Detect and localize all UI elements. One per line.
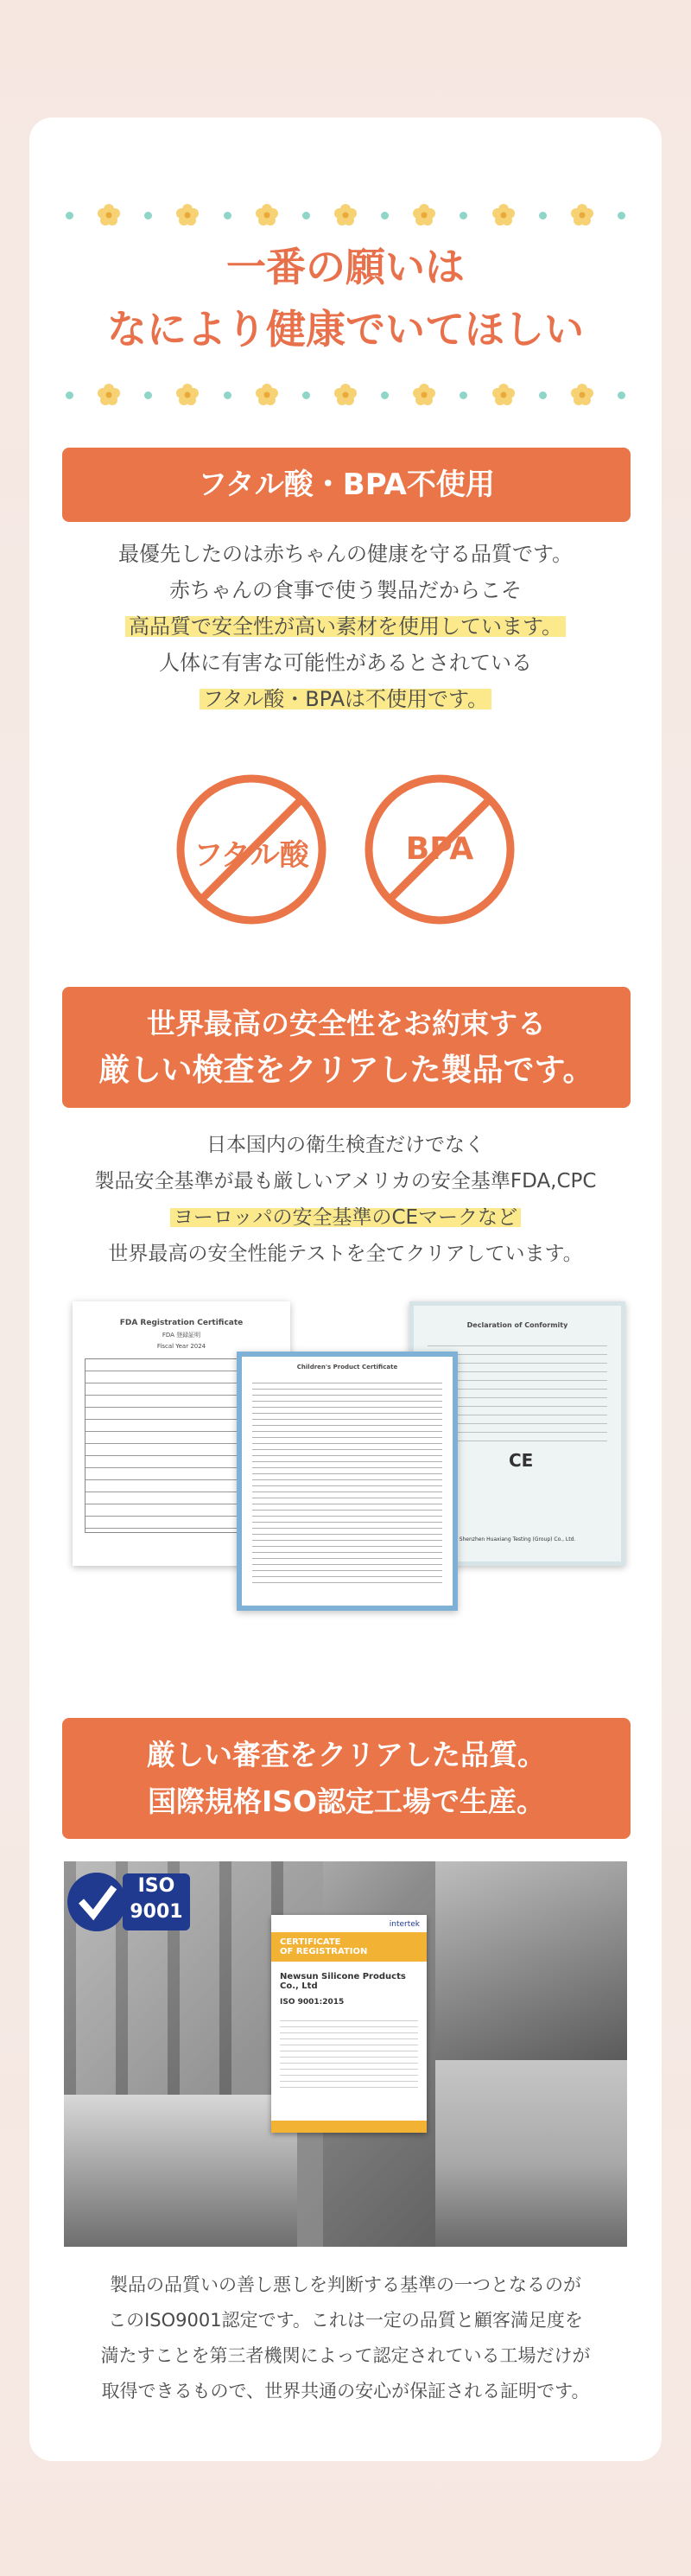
- ce-mark: CE: [509, 1450, 534, 1471]
- flower-icon: [96, 202, 122, 228]
- paragraph-line: 最優先したのは赤ちゃんの健康を守る品質です。: [117, 542, 574, 566]
- headline-line2: なにより健康でいてほしい: [107, 306, 584, 353]
- banner-safety-standards: [62, 987, 631, 1108]
- doc-subtitle: FDA 登録証明: [162, 1332, 201, 1339]
- paragraph-line: 人体に有害な可能性があるとされている: [159, 651, 532, 675]
- paragraph-line-wrap: [29, 681, 662, 717]
- flower-icon: [411, 382, 437, 408]
- decor-row-bottom: [29, 382, 662, 408]
- lab-photo: [64, 2095, 297, 2247]
- paragraph-line: 世界最高の安全性能テストを全てクリアしています。: [108, 1243, 583, 1265]
- flower-icon: [491, 382, 517, 408]
- highlight-text: ヨーロッパの安全基準のCEマークなど: [170, 1206, 521, 1229]
- cert-text-lines: [280, 2015, 418, 2093]
- flower-icon: [333, 382, 358, 408]
- paragraph-line-wrap: [29, 1199, 662, 1236]
- dot-decoration: [460, 391, 467, 399]
- flower-icon: [254, 382, 280, 408]
- content-card: [29, 118, 662, 2461]
- cpc-certificate: [237, 1352, 458, 1611]
- dot-decoration: [460, 212, 467, 219]
- doc-title: FDA Registration Certificate: [119, 1319, 244, 1327]
- flower-icon: [569, 382, 595, 408]
- banner-line: 厳しい検査をクリアした製品です。: [98, 1053, 594, 1088]
- paragraph-line-wrap: [29, 608, 662, 645]
- doc-text-lines: [252, 1377, 442, 1585]
- banner-iso-factory: [62, 1718, 631, 1839]
- headline-line1: 一番の願いは: [226, 244, 465, 290]
- badge-label: BPA: [405, 831, 474, 867]
- iso-certificate: [271, 1915, 427, 2133]
- paragraph-line: 日本国内の衛生検査だけでなく: [206, 1134, 485, 1156]
- banner-line: 世界最高の安全性をお約束する: [147, 1007, 546, 1040]
- cert-brand: intertek: [389, 1920, 420, 1929]
- dot-decoration: [224, 212, 231, 219]
- cert-title-line: CERTIFICATE: [280, 1937, 341, 1947]
- doc-title: Children's Product Certificate: [296, 1364, 398, 1371]
- workers-photo: [435, 1861, 627, 2060]
- dot-decoration: [618, 391, 625, 399]
- highlight-text: 高品質で安全性が高い素材を使用しています。: [125, 614, 566, 639]
- iso-logo-bottom: 9001: [130, 1901, 183, 1923]
- flower-icon: [411, 202, 437, 228]
- cert-title: [271, 1932, 427, 1962]
- doc-footer: Shenzhen Huaxiang Testing (Group) Co., Ltd.: [459, 1536, 576, 1542]
- dot-decoration: [224, 391, 231, 399]
- paragraph-line: 赤ちゃんの食事で使う製品だからこそ: [169, 578, 522, 602]
- no-bpa-badge: [363, 773, 517, 926]
- paragraph-line: 製品の品質いの善し悪しを判断する基準の一つとなるのが: [110, 2274, 581, 2295]
- flower-icon: [174, 382, 200, 408]
- flower-icon: [569, 202, 595, 228]
- dot-decoration: [302, 212, 310, 219]
- banner-line: 厳しい審査をクリアした品質。: [147, 1738, 546, 1771]
- dot-decoration: [66, 212, 73, 219]
- dot-decoration: [144, 212, 152, 219]
- badge-label: フタル酸: [193, 838, 309, 873]
- highlight-text: フタル酸・BPAは不使用です。: [200, 687, 491, 711]
- iso-9001-logo: [66, 1867, 193, 1937]
- dot-decoration: [381, 212, 389, 219]
- banner-phthalate-bpa: フタル酸・BPA不使用: [62, 448, 631, 522]
- cert-company: Newsun Silicone Products Co., Ltd: [280, 1972, 406, 1991]
- cert-standard: ISO 9001:2015: [280, 1998, 345, 2007]
- flower-icon: [333, 202, 358, 228]
- dot-decoration: [539, 391, 547, 399]
- building-photo: [435, 2060, 627, 2247]
- cert-title-line: OF REGISTRATION: [280, 1947, 368, 1956]
- dot-decoration: [539, 212, 547, 219]
- paragraph-standards: [29, 1127, 662, 1272]
- flower-icon: [96, 382, 122, 408]
- iso-logo-top: ISO: [137, 1875, 175, 1897]
- no-phthalate-badge: [174, 773, 328, 926]
- dot-decoration: [302, 391, 310, 399]
- dot-decoration: [618, 212, 625, 219]
- paragraph-line: このISO9001認定です。これは一定の品質と顧客満足度を: [108, 2310, 583, 2331]
- banner-line: 国際規格ISO認定工場で生産。: [147, 1784, 546, 1818]
- paragraph-iso: [29, 2268, 662, 2409]
- cert-footer-bar: [271, 2121, 427, 2133]
- dot-decoration: [66, 391, 73, 399]
- doc-year: Fiscal Year 2024: [156, 1343, 206, 1350]
- flower-icon: [254, 202, 280, 228]
- factory-photo-collage: [64, 1861, 627, 2247]
- paragraph-line: 製品安全基準が最も厳しいアメリカの安全基準FDA,CPC: [94, 1170, 597, 1193]
- dot-decoration: [144, 391, 152, 399]
- doc-title: Declaration of Conformity: [466, 1321, 568, 1329]
- paragraph-safety: [29, 536, 662, 717]
- paragraph-line: 取得できるもので、世界共通の安心が保証される証明です。: [101, 2381, 590, 2401]
- paragraph-line: 満たすことを第三者機関によって認定されている工場だけが: [100, 2345, 591, 2366]
- flower-icon: [174, 202, 200, 228]
- dot-decoration: [381, 391, 389, 399]
- decor-row-top: [29, 202, 662, 228]
- flower-icon: [491, 202, 517, 228]
